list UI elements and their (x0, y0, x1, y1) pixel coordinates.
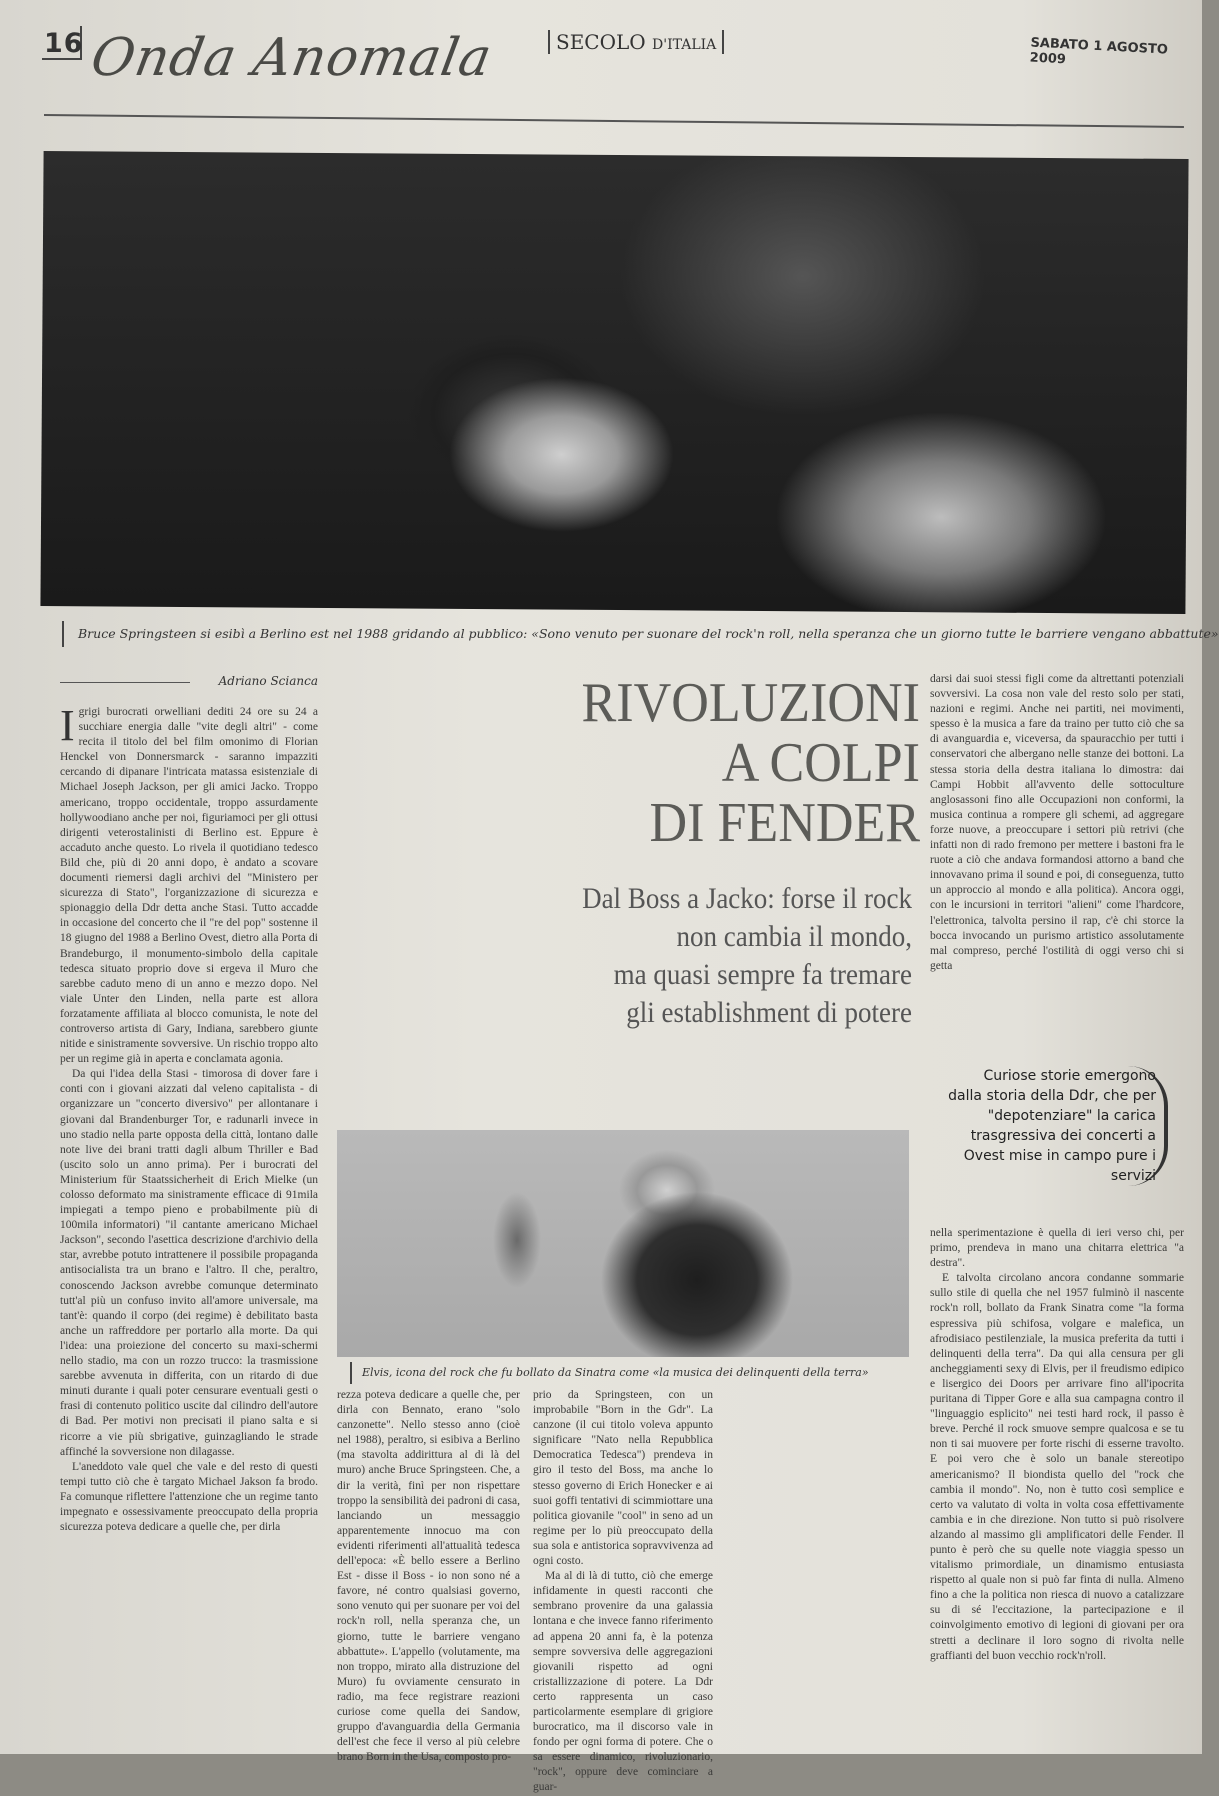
subhead-line-3: ma quasi sempre fa tremare (613, 958, 912, 991)
headline-line-2: A COLPI (721, 732, 920, 794)
paragraph: rezza poteva dedicare a quelle che, per dirla con Bennato, erano "solo canzonette". Nello stesso anno (cioè nel 1988), peraltro, si esibiva a Berlino (ma stavolta addirittura al di là del muro) anche Bruce Springsteen. Che, a dir la verità, finì per non rispettare troppo la sensibilità dei padroni di casa, lanciando un messaggio apparentemente innocuo ma con evidenti riferimenti all'attualità tedesca dell'epoca: «È bello essere a Berlino Est - disse il Boss - io non sono né a favore, né contro qualsiasi governo, sono venuto qui per suonare per voi del rock'n roll, nella speranza che, un giorno, tutte le barriere vengano abbattute». L'appello (volutamente, ma non troppo, mirato alla distruzione del Muro) fu ovviamente censurato in radio, ma fece registrare reazioni curiose come quella dei Sandow, gruppo d'avanguardia della Germania dell'est che fece il verso al più celebre brano Born in the Usa, composto pro- (337, 1389, 520, 1764)
article-column-right-bottom (930, 1226, 1184, 1746)
masthead-name: SECOLO (556, 30, 646, 54)
byline: Adriano Scianca (218, 674, 318, 688)
headline-line-1: RIVOLUZIONI (581, 672, 920, 734)
paragraph: prio da Springsteen, con un improbabile "Born in the Gdr". La canzone (il cui titolo voleva appunto significare "Nato nella Repubblica Democratica Tedesca") prendeva in giro il testo del Boss, ma anche lo stesso governo di Erich Honecker e ai suoi goffi tentativi di scimmiottare una politica giovanile "cool" in seno ad un regime per lo più preoccupato della sua sola e antistorica sopravvivenza ad ogni costo. (533, 1389, 713, 1568)
header-rule (44, 114, 1184, 128)
article-column-right-top (930, 672, 1184, 1022)
paragraph: Ma al di là di tutto, ciò che emerge infidamente in questi racconti che sembrano provenire da una galassia lontana e che invece fanno riferimento ad appena 20 anni fa, è la potenza sempre sovversiva delle aggregazioni giovanili rispetto ad ogni cristallizzazione di potere. La Ddr certo rappresenta un caso particolarmente esemplare di grigiore burocratico, ma il discorso vale in fondo per ogni forma di potere. Che o sa essere dinamico, rivoluzionario, "rock", oppure deve cominciare a guar- (533, 1570, 713, 1794)
paragraph: Da qui l'idea della Stasi - timorosa di dover fare i conti con i giovani aizzati dal veleno capitalista - di organizzare un "concerto diversivo" per allontanare i giovani dal Brandenburger Tor, e radunarli invece in uno stadio nella parte opposta della città, lontano dalle note live dei brani tratti dagli album Thriller e Bad (uscito solo un anno prima). Per i burocrati del Ministerium für Staatssicherheit di Erich Mielke (un colosso deformato ma sinistramente efficace di 91mila impiegati a tempo pieno e probabilmente più di 100mila informatori) "il cantante americano Michael Jackson", secondo l'asettica descrizione d'archivio della star, avrebbe potuto intrattenere il possibile propaganda antisocialista tra un brano e l'altro. Il che, peraltro, conoscendo Jackson avrebbe comunque determinato tutt'al più un confuso invito all'amore universale, ma tant'è: quando il corpo (dei regime) è debilitato basta anche un raffreddore per portarlo alla morte. Da qui l'idea: una proiezione del concerto su maxi-schermi nello stadio, ma con un rozzo trucco: la trasmissione sarebbe avvenuta in differita, con un ritardo di due minuti durante i quali poter censurare eventuali gesti o frasi di contenuto politico uscite dal cilindro dell'autore di Bad. Per motivi non precisati il piano salta e si ricorre a vie più sbrigative, guinzagliando le strade affinché la sovversione non dilagasse. (60, 1068, 318, 1458)
subheadline (487, 880, 912, 1032)
drop-cap: I (60, 701, 75, 750)
paragraph: darsi dai suoi stessi figli come da altrettanti potenziali sovversivi. La cosa non vale del resto solo per stati, nazioni e regimi. Anche nei partiti, nei movimenti, spesso è la musica a fare da traino per tutto ciò che sa di avanguardia e, viceversa, da spauracchio per tutti i conservatori che albergano nelle stanze dei bottoni. La stessa storia della destra italiana lo dimostra: dai Campi Hobbit all'avvento delle sottoculture anglosassoni fino alle Occupazioni non conformi, la musica continua a rompere gli schemi, ad aggregare forze nuove, a preoccupare i settori più retrivi (che infatti non di rado fremono per mettere i bastoni fra le ruote a ciò che andava formandosi attorno a band che innovavano prima il sound e poi, di conseguenza, tutto un approccio al mondo e alla politica). Ancora oggi, con le incursioni in territori "alieni" come l'hardcore, l'elettronica, talvolta persino il rap, c'è chi storce la bocca invocando un purismo artistico assolutamente mal compreso, perché l'ostilità di oggi verso chi si getta (930, 673, 1184, 972)
dateline: SABATO 1 AGOSTO 2009 (1029, 35, 1169, 68)
section-title: Onda Anomala (86, 28, 497, 88)
photo-caption-elvis: Elvis, icona del rock che fu bollato da Sinatra come «la musica dei delinquenti della terra» (350, 1362, 922, 1384)
masthead (548, 30, 724, 54)
article-column-3 (533, 1388, 713, 1794)
masthead-small: D'ITALIA (652, 37, 717, 53)
photo-caption-springsteen: Bruce Springsteen si esibì a Berlino est nel 1988 gridando al pubblico: «Sono venuto per suonare del rock'n roll, nella speranza che un giorno tutte le barriere vengano abbattute» (62, 621, 1188, 647)
article-column-2 (337, 1388, 520, 1764)
subhead-line-2: non cambia il mondo, (676, 920, 912, 953)
page-number: 16 (44, 28, 84, 59)
article-column-1 (60, 701, 318, 1745)
headline (474, 673, 920, 853)
paragraph: L'aneddoto vale quel che vale e del resto di questi tempi tutto ciò che è targato Michael Jakson fa brodo. Fa comunque riflettere l'attenzione che un regime tanto impegnato e ossessivamente preoccupato della propria sicurezza poteva dedicare a quelle che, per dirla (60, 1460, 318, 1534)
springsteen-photo (40, 151, 1188, 614)
headline-line-3: DI FENDER (649, 792, 920, 854)
paragraph-text: grigi burocrati orwelliani dediti 24 ore su 24 a succhiare energia dalle "vite degli altri" - come recita il titolo del bel film omonimo di Florian Henckel von Donnersmarck - saranno impazziti cercando di dipanare l'intricata matassa esistenziale di Michael Joseph Jackson, per gli amici Jacko. Troppo americano, troppo occidentale, troppo assurdamente hollywoodiano anche per noi, figuriamoci per gli ottusi dirigenti veterostalinisti di Berlino est. Eppure è accaduto anche questo. Lo rivela il quotidiano tedesco Bild che, più di 20 anni dopo, è andato a scovare documenti riemersi dagli archivi del "Ministero per sicurezza di Stato", l'organizzazione di sicurezza e spionaggio della Ddr detta anche Stasi. Tutto accadde in occasione del concerto che il "re del pop" sostenne il 18 giugno del 1988 a Berlino Ovest, dietro alla Porta di Brandeburgo, il monumento-simbolo della capitale tedesca situato proprio dove si ergeva il Muro che sarebbe caduto meno di un anno e mezzo dopo. Nel viale Unter den Linden, nella parte est allora forzatamente affiliata al blocco comunista, le note del controverso artista di Gary, Indiana, sarebbero giunte nitide e sinistramente sovversive. Un rischio troppo alto per un regime già in aperta e conclamata agonia. (60, 706, 318, 1066)
pull-quote: Curiose storie emergono dalla storia della Ddr, che per "depotenziare" la carica trasgressiva dei concerti a Ovest mise in campo pure i servizi (948, 1066, 1168, 1186)
subhead-line-1: Dal Boss a Jacko: forse il rock (582, 882, 912, 915)
paragraph: E talvolta circolano ancora condanne sommarie sullo stile di quella che nel 1957 fulminò il nascente rock'n roll, bollato da Frank Sinatra come "la forma espressiva più schifosa, volgare e malefica, un afrodisiaco pestilenziale, la musica preferita da tutti i delinquenti della terra". Da qui alla censura per gli ancheggiamenti sexy di Elvis, per il freudismo edipico e lisergico dei Doors per arrivare fino all'ipocrita puritana di Tipper Gore e alla sua campagna contro il "linguaggio esplicito" nei testi hard rock, il passo è breve. Perché il rock smuove sempre qualcosa e se tu non ti sai muovere per forte rischi di esserne travolto. E poi vero che è solo un banale stereotipo americanismo? Il biondista quello del "rock che cambia il mondo". No, non è tutto così semplice e certo va valutato di volta in volta cosa effettivamente cambia e in che direzione. Non tutto si può risolvere alzando al massimo gli amplificatori delle Fender. Il punto è però che su quelle note viaggia spesso un vitalismo primordiale, un dinamismo entusiasta rispetto al quale non si può far finta di nulla. Almeno fino a che la politica non riesca di nuovo a catalizzare su di sé l'eccitazione, la partecipazione e il coinvolgimento emotivo di legioni di giovani per ora stretti a declinare il loro sogno di rivolta nelle graffianti del buon vecchio rock'n'roll. (930, 1272, 1184, 1662)
elvis-photo (337, 1130, 909, 1357)
paragraph: nella sperimentazione è quella di ieri verso chi, per primo, prendeva in mano una chitarra elettrica "a destra". (930, 1227, 1184, 1270)
paragraph (60, 701, 318, 1067)
subhead-line-4: gli establishment di potere (626, 996, 912, 1029)
